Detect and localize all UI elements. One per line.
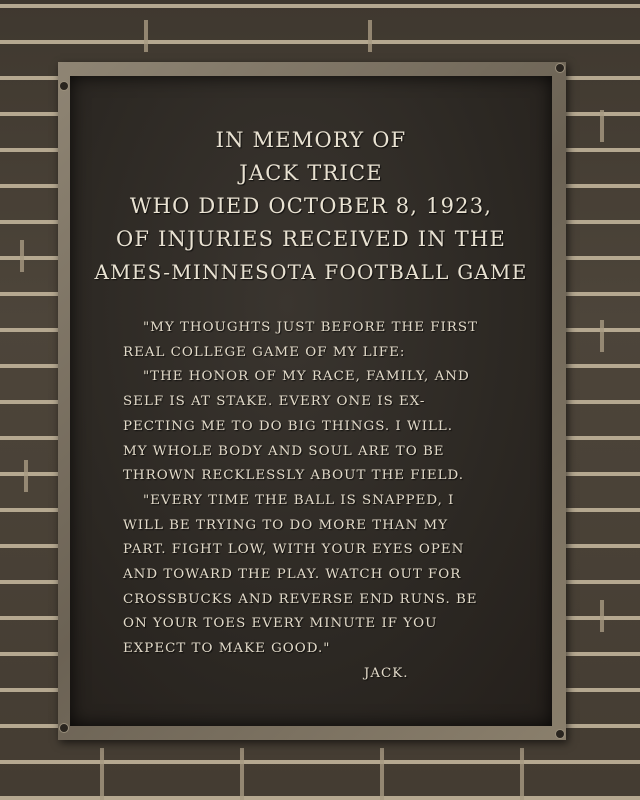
quote-line: MY WHOLE BODY AND SOUL ARE TO BE [123, 443, 445, 459]
bolt-icon [60, 724, 68, 732]
plaque-heading [70, 124, 552, 289]
heading-line: WHO DIED OCTOBER 8, 1923, [129, 194, 493, 218]
quote-line: WILL BE TRYING TO DO MORE THAN MY [123, 517, 449, 533]
brick-joint [144, 20, 148, 52]
quote-line: REAL COLLEGE GAME OF MY LIFE: [123, 344, 406, 360]
bolt-icon [556, 730, 564, 738]
signature: JACK. [364, 666, 409, 681]
heading-line: IN MEMORY OF [215, 128, 407, 152]
plaque-quote [123, 316, 501, 662]
brick-joint [600, 110, 604, 142]
heading-line: OF INJURIES RECEIVED IN THE [116, 227, 506, 251]
brick-joint [100, 748, 104, 800]
brick-joint [240, 748, 244, 800]
heading-line: AMES-MINNESOTA FOOTBALL GAME [94, 260, 528, 284]
quote-line: THROWN RECKLESSLY ABOUT THE FIELD. [123, 468, 465, 484]
quote-line: AND TOWARD THE PLAY. WATCH OUT FOR [123, 567, 462, 583]
brick-joint [368, 20, 372, 52]
quote-line: EXPECT TO MAKE GOOD." [123, 641, 331, 657]
quote-line: SELF IS AT STAKE. EVERY ONE IS EX- [123, 394, 426, 410]
bolt-icon [60, 82, 68, 90]
quote-line: ON YOUR TOES EVERY MINUTE IF YOU [123, 616, 438, 632]
quote-line: "THE HONOR OF MY RACE, FAMILY, AND [143, 369, 470, 385]
quote-line: CROSSBUCKS AND REVERSE END RUNS. BE [123, 591, 478, 607]
quote-line: PECTING ME TO DO BIG THINGS. I WILL. [123, 418, 454, 434]
brick-joint [20, 240, 24, 272]
quote-line: "EVERY TIME THE BALL IS SNAPPED, I [143, 492, 455, 508]
quote-line: "MY THOUGHTS JUST BEFORE THE FIRST [143, 320, 478, 335]
brick-joint [520, 748, 524, 800]
brick-joint [380, 748, 384, 800]
brick-joint [600, 320, 604, 352]
heading-line: JACK TRICE [239, 161, 383, 185]
bolt-icon [556, 64, 564, 72]
brick-joint [600, 600, 604, 632]
quote-line: PART. FIGHT LOW, WITH YOUR EYES OPEN [123, 542, 465, 558]
brick-joint [24, 460, 28, 492]
